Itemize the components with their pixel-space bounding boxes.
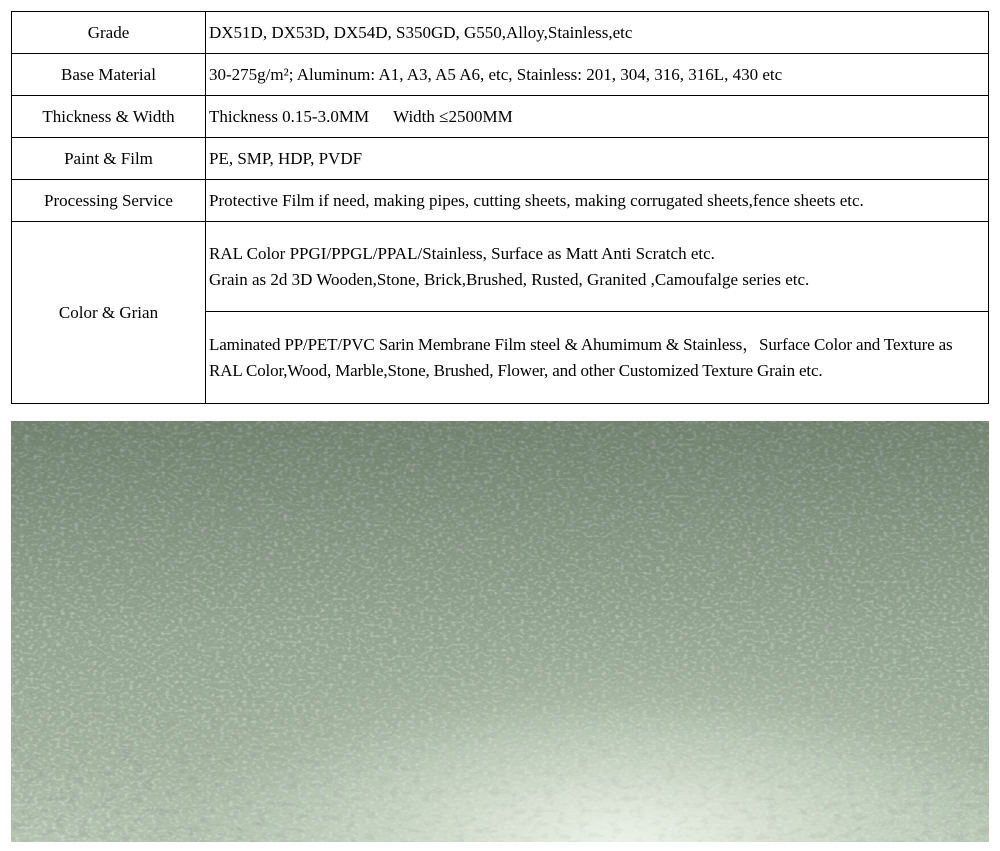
texture-photo (11, 421, 989, 842)
row-thickness-width (12, 96, 989, 138)
color-grain-line: Grain as 2d 3D Wooden,Stone, Brick,Brushed, Rusted, Granited ,Camoufalge series etc. (209, 269, 810, 289)
row-value: Protective Film if need, making pipes, cutting sheets, making corrugated sheets,fence sheets etc. (206, 180, 989, 222)
row-paint-film (12, 138, 989, 180)
row-label: Color & Grian (12, 222, 206, 404)
row-grade (12, 12, 989, 54)
row-value: 30-275g/m²; Aluminum: A1, A3, A5 A6, etc, Stainless: 201, 304, 316, 316L, 430 etc (206, 54, 989, 96)
row-value: DX51D, DX53D, DX54D, S350GD, G550,Alloy,Stainless,etc (206, 12, 989, 54)
texture-pattern (11, 421, 989, 842)
row-label: Paint & Film (12, 138, 206, 180)
spec-table (11, 11, 989, 404)
width-value: Width ≤2500MM (393, 106, 513, 126)
row-processing-service (12, 180, 989, 222)
row-value: PE, SMP, HDP, PVDF (206, 138, 989, 180)
row-label: Processing Service (12, 180, 206, 222)
color-grain-cell-2: Laminated PP/PET/PVC Sarin Membrane Film steel & Ahumimum & Stainless，Surface Color and Texture as RAL Color,Wood, Marble,Stone, Brushed, Flower, and other Customized Texture Grain etc. (206, 312, 989, 404)
row-label: Base Material (12, 54, 206, 96)
row-label: Thickness & Width (12, 96, 206, 138)
row-label: Grade (12, 12, 206, 54)
thickness-value: Thickness 0.15-3.0MM (209, 106, 370, 126)
row-base-material (12, 54, 989, 96)
row-value (206, 96, 989, 138)
row-color-grain (12, 222, 989, 312)
color-grain-cell-1 (206, 222, 989, 312)
color-grain-line: RAL Color PPGI/PPGL/PPAL/Stainless, Surface as Matt Anti Scratch etc. (209, 243, 715, 263)
